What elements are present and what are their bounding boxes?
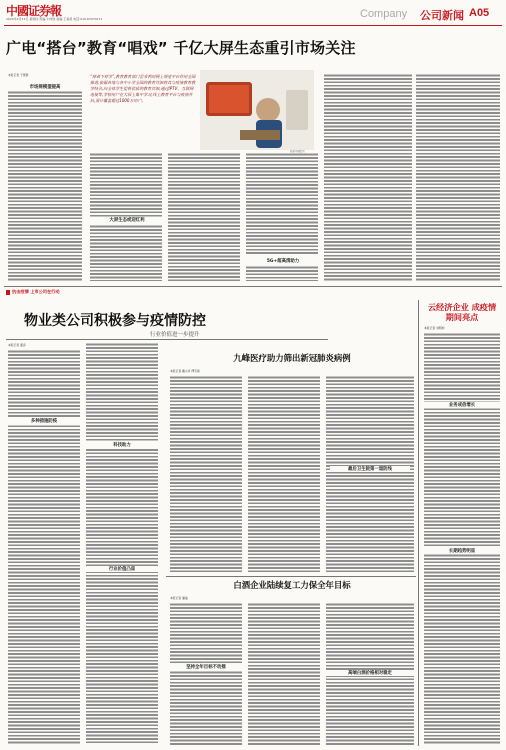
story-d-headline: 云经济企业 成疫情期间亮点 — [427, 302, 497, 322]
lead-subhead-3: 5G+超高清助力 — [266, 259, 300, 264]
lead-byline: 本报记者 于蒙蒙 — [8, 73, 29, 77]
banner-rule — [4, 286, 502, 287]
lead-subhead-2: 大屏生态或迎红利 — [109, 218, 145, 223]
story-c-col-1 — [170, 603, 242, 745]
story-a-deck: 行业价值进一步提升 — [150, 332, 200, 338]
newspaper-logo: 中國证券報 — [6, 4, 62, 18]
story-a-subhead-3: 行业价值凸显 — [86, 566, 158, 572]
story-b-col-2 — [248, 376, 320, 572]
section-banner: 抗击疫情 上市公司在行动 — [12, 289, 60, 294]
lead-body-col-4 — [168, 153, 240, 281]
story-b-byline: 本报记者 戴小河 傅苏颖 — [170, 369, 200, 373]
story-c-subhead-1: 坚持全年目标不动摇 — [170, 664, 242, 670]
story-a-col-1 — [8, 350, 80, 745]
lead-body-col-5 — [246, 153, 318, 255]
lead-body-col-2 — [90, 153, 162, 217]
story-a-subhead-1: 多种措施防疫 — [8, 418, 80, 424]
lead-subhead-1: 市场规模望提高 — [29, 85, 61, 90]
lead-body-col-8 — [416, 74, 500, 281]
story-a-col-2 — [86, 343, 158, 745]
story-d-byline: 本报记者 刘明帅 — [424, 326, 445, 330]
lead-body-col-6 — [246, 266, 318, 281]
masthead — [0, 0, 506, 26]
story-d-divider — [418, 300, 419, 746]
lead-quote: “师者不停学”,教育教育部门要求利用网上课堂平台作用全国推进,依据各地与各中小学全国的教育资源将其与疫情教育教学结合,向全体学生提供优质的教育资源,通过IPTV、互联网电视等,学校用户在大屏上集中学习,线上教育平台与疫情共抗,预计覆盖超过1000万用户。 — [90, 74, 196, 103]
photo-caption: 视觉中国图片 — [290, 150, 306, 153]
story-b-col-1 — [170, 376, 242, 572]
story-b-rule — [166, 576, 416, 577]
masthead-rule — [4, 25, 502, 26]
story-a-headline: 物业类公司积极参与疫情防控 — [24, 313, 206, 329]
story-b-col-3 — [326, 376, 414, 572]
story-a-byline: 本报记者 董添 — [8, 343, 26, 347]
story-d-subhead-1: 业务成倍增长 — [424, 402, 500, 408]
lead-body-col-3 — [90, 225, 162, 281]
lead-body-col-1 — [8, 91, 82, 281]
story-c-byline: 本报记者 潘福 — [170, 596, 188, 600]
lead-headline: 广电“搭台”教育“唱戏” 千亿大屏生态重引市场关注 — [6, 39, 356, 57]
page-number: A05 — [469, 7, 490, 19]
story-c-col-2 — [248, 603, 320, 745]
story-c-headline: 白酒企业陆续复工力保全年目标 — [233, 580, 351, 590]
story-d-col-1 — [424, 333, 500, 745]
story-a-subhead-2: 科技助力 — [86, 442, 158, 448]
story-d-subhead-2: 长期趋势明显 — [424, 548, 500, 554]
banner-marker — [6, 290, 10, 295]
section-cn: 公司新闻 — [420, 9, 464, 22]
story-b-headline: 九峰医疗助力筛出新冠肺炎病例 — [233, 353, 351, 363]
section-en: Company — [360, 8, 408, 20]
lead-photo — [200, 70, 314, 150]
story-a-rule — [6, 339, 328, 340]
story-c-subhead-2: 高端白酒价格相对稳定 — [326, 670, 414, 676]
story-b-subhead-1: 最后卫生院第一道防线 — [330, 466, 410, 472]
dateline: 2020年2月13日 星期四 责编:牛仲逸 美编:王春燕 电话:010-63070271 — [6, 17, 103, 21]
lead-body-col-7 — [324, 74, 412, 281]
